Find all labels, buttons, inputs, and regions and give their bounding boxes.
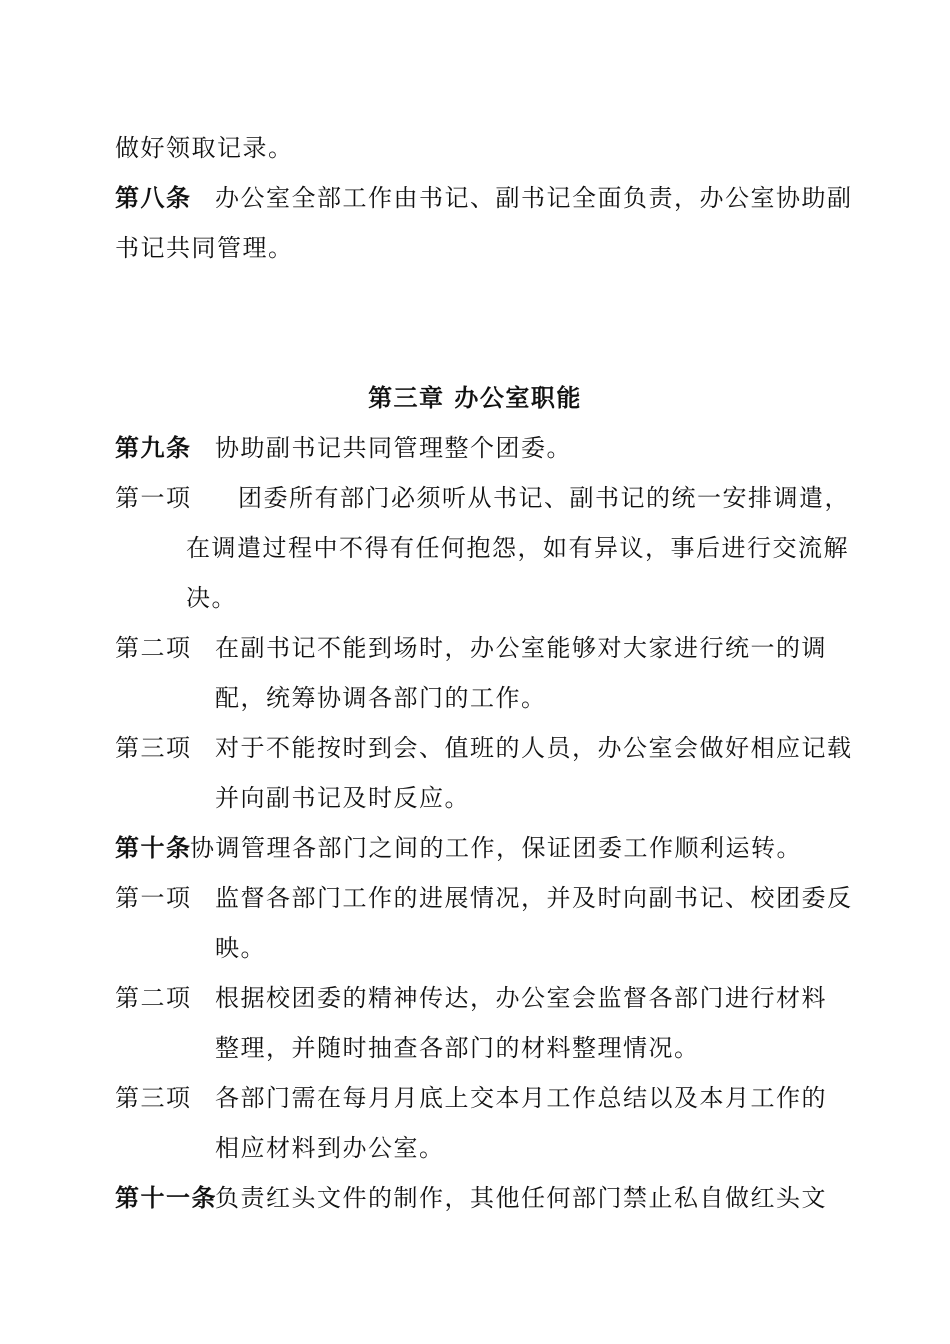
article-9-item-3-line-2: 并向副书记及时反应。	[215, 784, 470, 812]
article-10-text: 协调管理各部门之间的工作，保证团委工作顺利运转。	[190, 834, 802, 862]
article-10-item-3-label: 第三项	[115, 1084, 192, 1112]
article-8-label: 第八条	[115, 183, 192, 212]
article-10-item-2-label: 第二项	[115, 984, 192, 1012]
article-10-item-1-line-2: 映。	[215, 934, 266, 962]
article-9-item-1-line-2: 在调遣过程中不得有任何抱怨，如有异议，事后进行交流解	[186, 534, 849, 562]
article-11-label: 第十一条	[115, 1183, 217, 1212]
paragraph-line: 做好领取记录。	[115, 134, 294, 162]
article-10-item-1-line-1: 监督各部门工作的进展情况，并及时向副书记、校团委反	[215, 884, 853, 912]
article-9-item-1-line-1: 团委所有部门必须听从书记、副书记的统一安排调遣，	[238, 484, 850, 512]
article-9-text: 协助副书记共同管理整个团委。	[215, 434, 572, 462]
article-9-item-2-line-2: 配，统筹协调各部门的工作。	[215, 684, 547, 712]
article-10-item-3-line-1: 各部门需在每月月底上交本月工作总结以及本月工作的	[215, 1084, 827, 1112]
article-10-item-1-label: 第一项	[115, 884, 192, 912]
article-9-label: 第九条	[115, 433, 192, 462]
article-9-item-1-label: 第一项	[115, 484, 192, 512]
article-10-item-3-line-2: 相应材料到办公室。	[215, 1134, 445, 1162]
article-10-item-2-line-1: 根据校团委的精神传达，办公室会监督各部门进行材料	[215, 984, 827, 1012]
article-9-item-3-label: 第三项	[115, 734, 192, 762]
chapter-3-title: 第三章 办公室职能	[368, 383, 582, 412]
article-10-label: 第十条	[115, 833, 192, 862]
article-9-item-1-line-3: 决。	[186, 584, 237, 612]
article-9-item-2-line-1: 在副书记不能到场时，办公室能够对大家进行统一的调	[215, 634, 827, 662]
article-9-item-3-line-1: 对于不能按时到会、值班的人员，办公室会做好相应记载	[215, 734, 853, 762]
article-9-item-2-label: 第二项	[115, 634, 192, 662]
article-11-text: 负责红头文件的制作，其他任何部门禁止私自做红头文	[215, 1184, 827, 1212]
article-10-item-2-line-2: 整理，并随时抽查各部门的材料整理情况。	[215, 1034, 700, 1062]
article-8-text: 办公室全部工作由书记、副书记全面负责，办公室协助副	[215, 184, 853, 212]
article-8-text-continued: 书记共同管理。	[115, 234, 294, 262]
